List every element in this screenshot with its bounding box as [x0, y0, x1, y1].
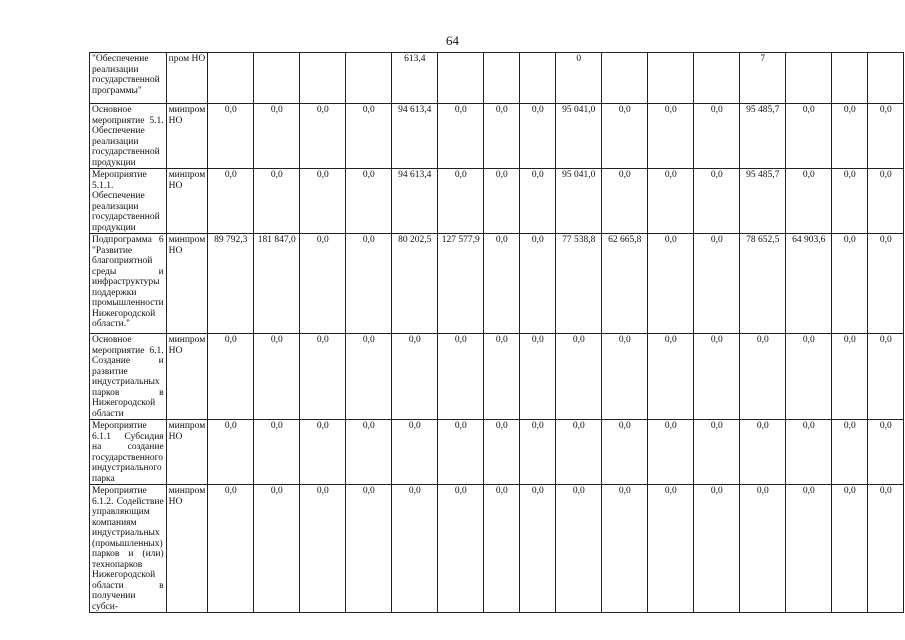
row-responsible: минпром НО	[166, 420, 208, 485]
value-cell: 0,0	[648, 169, 694, 234]
row-responsible: минпром НО	[166, 169, 208, 234]
value-cell: 0	[556, 53, 602, 104]
table-row	[90, 169, 904, 234]
value-cell	[208, 53, 254, 104]
value-cell: 0,0	[556, 485, 602, 613]
value-cell: 613,4	[392, 53, 438, 104]
row-responsible: минпром НО	[166, 485, 208, 613]
value-cell: 0,0	[602, 169, 648, 234]
value-cell	[438, 53, 484, 104]
value-cell: 0,0	[208, 169, 254, 234]
value-cell	[484, 53, 520, 104]
value-cell: 7	[740, 53, 786, 104]
row-responsible: минпром НО	[166, 234, 208, 334]
value-cell: 0,0	[832, 234, 868, 334]
value-cell: 0,0	[786, 485, 832, 613]
value-cell: 127 577,9	[438, 234, 484, 334]
row-name: Подпрограмма 6 "Развитие благоприятной среды и инфраструктуры поддержки промышленности Нижегородской области."	[90, 234, 167, 334]
value-cell: 0,0	[648, 234, 694, 334]
value-cell: 89 792,3	[208, 234, 254, 334]
value-cell: 0,0	[868, 334, 904, 420]
value-cell: 0,0	[484, 485, 520, 613]
row-name: Основное мероприятие 6.1. Создание и развитие индустриальных парков в Нижегородской области	[90, 334, 167, 420]
table-row	[90, 334, 904, 420]
value-cell: 0,0	[694, 169, 740, 234]
value-cell: 0,0	[208, 104, 254, 169]
value-cell: 0,0	[648, 334, 694, 420]
value-cell: 0,0	[520, 485, 556, 613]
table-row	[90, 485, 904, 613]
value-cell: 0,0	[300, 169, 346, 234]
value-cell: 77 538,8	[556, 234, 602, 334]
value-cell: 0,0	[392, 420, 438, 485]
table-row	[90, 234, 904, 334]
value-cell: 0,0	[208, 485, 254, 613]
budget-table	[89, 52, 904, 613]
value-cell	[786, 53, 832, 104]
value-cell: 0,0	[346, 485, 392, 613]
value-cell: 0,0	[520, 334, 556, 420]
value-cell: 0,0	[254, 169, 300, 234]
value-cell: 0,0	[694, 104, 740, 169]
value-cell: 0,0	[602, 334, 648, 420]
value-cell: 0,0	[484, 334, 520, 420]
value-cell: 0,0	[484, 420, 520, 485]
value-cell: 0,0	[556, 420, 602, 485]
value-cell: 0,0	[602, 104, 648, 169]
value-cell: 0,0	[832, 104, 868, 169]
value-cell: 0,0	[694, 485, 740, 613]
value-cell	[694, 53, 740, 104]
value-cell: 0,0	[254, 420, 300, 485]
value-cell: 0,0	[868, 169, 904, 234]
table-row	[90, 420, 904, 485]
value-cell: 0,0	[300, 104, 346, 169]
value-cell: 78 652,5	[740, 234, 786, 334]
value-cell: 0,0	[868, 485, 904, 613]
value-cell: 95 485,7	[740, 169, 786, 234]
value-cell: 0,0	[392, 485, 438, 613]
row-responsible: минпром НО	[166, 334, 208, 420]
page-number: 64	[446, 33, 459, 48]
value-cell	[648, 53, 694, 104]
value-cell: 0,0	[254, 104, 300, 169]
value-cell	[602, 53, 648, 104]
row-name: "Обеспечение реализации государственной программы"	[90, 53, 167, 104]
value-cell: 0,0	[740, 334, 786, 420]
value-cell: 0,0	[438, 104, 484, 169]
value-cell: 0,0	[868, 234, 904, 334]
value-cell	[868, 53, 904, 104]
value-cell: 80 202,5	[392, 234, 438, 334]
value-cell: 0,0	[484, 169, 520, 234]
value-cell: 0,0	[484, 234, 520, 334]
value-cell: 0,0	[300, 334, 346, 420]
value-cell: 0,0	[648, 104, 694, 169]
value-cell: 0,0	[786, 420, 832, 485]
value-cell: 0,0	[786, 104, 832, 169]
value-cell: 0,0	[254, 334, 300, 420]
value-cell: 0,0	[832, 334, 868, 420]
value-cell: 0,0	[346, 169, 392, 234]
value-cell: 94 613,4	[392, 169, 438, 234]
value-cell: 0,0	[694, 420, 740, 485]
value-cell: 0,0	[520, 104, 556, 169]
value-cell: 0,0	[868, 420, 904, 485]
value-cell: 0,0	[346, 104, 392, 169]
value-cell: 0,0	[740, 485, 786, 613]
row-name: Мероприятие 5.1.1. Обеспечение реализации государственной продукции	[90, 169, 167, 234]
value-cell: 0,0	[208, 334, 254, 420]
value-cell: 0,0	[602, 485, 648, 613]
table-row	[90, 104, 904, 169]
value-cell: 0,0	[438, 334, 484, 420]
value-cell: 0,0	[438, 169, 484, 234]
value-cell: 0,0	[648, 420, 694, 485]
value-cell: 94 613,4	[392, 104, 438, 169]
value-cell: 0,0	[346, 234, 392, 334]
row-name: Основное мероприятие 5.1. Обеспечение реализации государственной продукции	[90, 104, 167, 169]
value-cell: 95 041,0	[556, 169, 602, 234]
value-cell: 0,0	[832, 485, 868, 613]
value-cell: 0,0	[648, 485, 694, 613]
value-cell: 0,0	[786, 334, 832, 420]
value-cell	[300, 53, 346, 104]
value-cell: 0,0	[208, 420, 254, 485]
value-cell: 181 847,0	[254, 234, 300, 334]
table-row	[90, 53, 904, 104]
value-cell: 0,0	[520, 234, 556, 334]
value-cell: 64 903,6	[786, 234, 832, 334]
row-responsible: пром НО	[166, 53, 208, 104]
value-cell: 0,0	[556, 334, 602, 420]
row-name: Мероприятие 6.1.2. Содействие управляющим компаниям индустриальных (промышленных) парков и (или) технопарков Нижегородской области в получении субси-	[90, 485, 167, 613]
value-cell: 95 485,7	[740, 104, 786, 169]
value-cell: 0,0	[694, 334, 740, 420]
value-cell: 0,0	[346, 334, 392, 420]
value-cell: 0,0	[300, 485, 346, 613]
budget-table-body	[90, 53, 904, 613]
value-cell	[520, 53, 556, 104]
value-cell: 0,0	[438, 485, 484, 613]
row-responsible: минпром НО	[166, 104, 208, 169]
value-cell: 0,0	[740, 420, 786, 485]
value-cell: 0,0	[254, 485, 300, 613]
value-cell: 0,0	[392, 334, 438, 420]
value-cell	[832, 53, 868, 104]
value-cell: 0,0	[868, 104, 904, 169]
value-cell: 0,0	[786, 169, 832, 234]
value-cell: 0,0	[832, 169, 868, 234]
value-cell: 0,0	[300, 420, 346, 485]
value-cell: 0,0	[300, 234, 346, 334]
value-cell: 0,0	[484, 104, 520, 169]
value-cell: 62 665,8	[602, 234, 648, 334]
value-cell: 95 041,0	[556, 104, 602, 169]
value-cell: 0,0	[346, 420, 392, 485]
value-cell: 0,0	[520, 420, 556, 485]
value-cell: 0,0	[520, 169, 556, 234]
value-cell	[346, 53, 392, 104]
value-cell: 0,0	[438, 420, 484, 485]
value-cell: 0,0	[832, 420, 868, 485]
row-name: Мероприятие 6.1.1 Субсидия на создание государственного индустриального парка	[90, 420, 167, 485]
value-cell	[254, 53, 300, 104]
value-cell: 0,0	[694, 234, 740, 334]
value-cell: 0,0	[602, 420, 648, 485]
